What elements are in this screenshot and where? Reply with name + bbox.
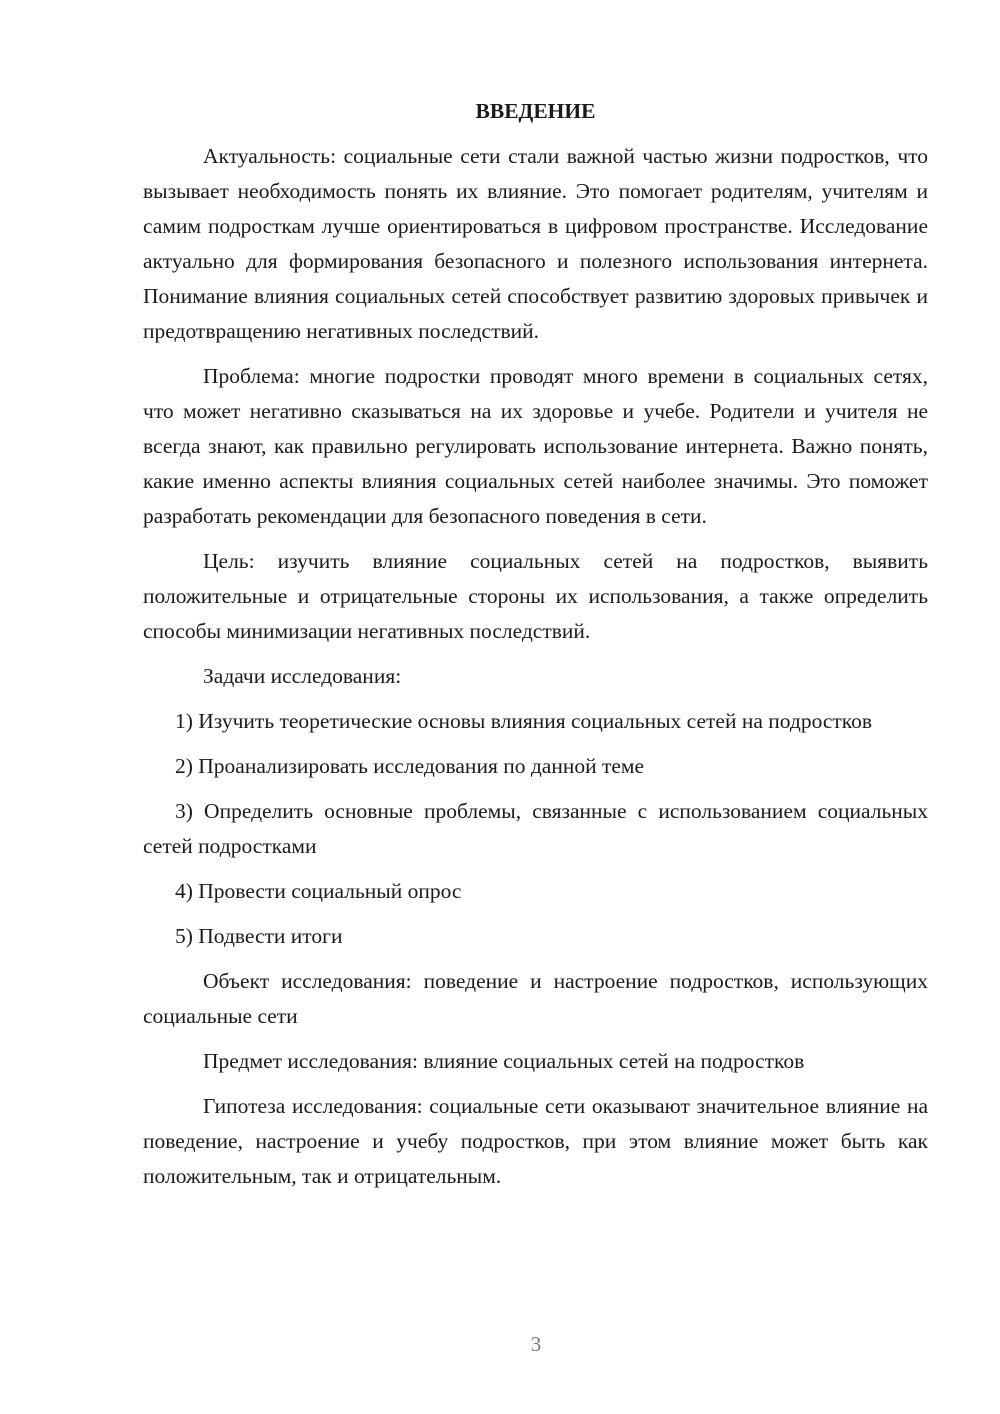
page-content	[143, 94, 928, 1204]
hypothesis-paragraph: Гипотеза исследования: социальные сети оказывают значительное влияние на поведение, настроение и учебу подростков, при этом влияние может быть как положительным, так и отрицательным.	[143, 1094, 928, 1188]
relevance-paragraph: Актуальность: социальные сети стали важной частью жизни подростков, что вызывает необходимость понять их влияние. Это помогает родителям, учителям и самим подросткам лучше ориентироваться в цифровом пространстве. Исследование актуально для формирования безопасного и полезного использования интернета. Понимание влияния социальных сетей способствует развитию здоровых привычек и предотвращению негативных последствий.	[143, 144, 928, 343]
subject-paragraph: Предмет исследования: влияние социальных сетей на подростков	[203, 1049, 805, 1073]
tasks-heading: Задачи исследования:	[203, 664, 402, 688]
task-item: 5) Подвести итоги	[175, 924, 343, 948]
problem-paragraph: Проблема: многие подростки проводят много времени в социальных сетях, что может негативно сказываться на их здоровье и учебе. Родители и учителя не всегда знают, как правильно регулировать использование интернета. Важно понять, какие именно аспекты влияния социальных сетей наиболее значимы. Это поможет разработать рекомендации для безопасного поведения в сети.	[143, 364, 928, 528]
task-item: 3) Определить основные проблемы, связанные с использованием социальных сетей подростками	[143, 799, 928, 858]
goal-paragraph: Цель: изучить влияние социальных сетей на подростков, выявить положительные и отрицательные стороны их использования, а также определить способы минимизации негативных последствий.	[143, 549, 928, 643]
task-item: 2) Проанализировать исследования по данной теме	[175, 754, 645, 778]
task-item: 4) Провести социальный опрос	[175, 879, 462, 903]
task-item: 1) Изучить теоретические основы влияния социальных сетей на подростков	[175, 709, 873, 733]
page-number: 3	[530, 1332, 542, 1356]
section-title: ВВЕДЕНИЕ	[475, 99, 596, 123]
object-paragraph: Объект исследования: поведение и настроение подростков, использующих социальные сети	[143, 969, 928, 1028]
